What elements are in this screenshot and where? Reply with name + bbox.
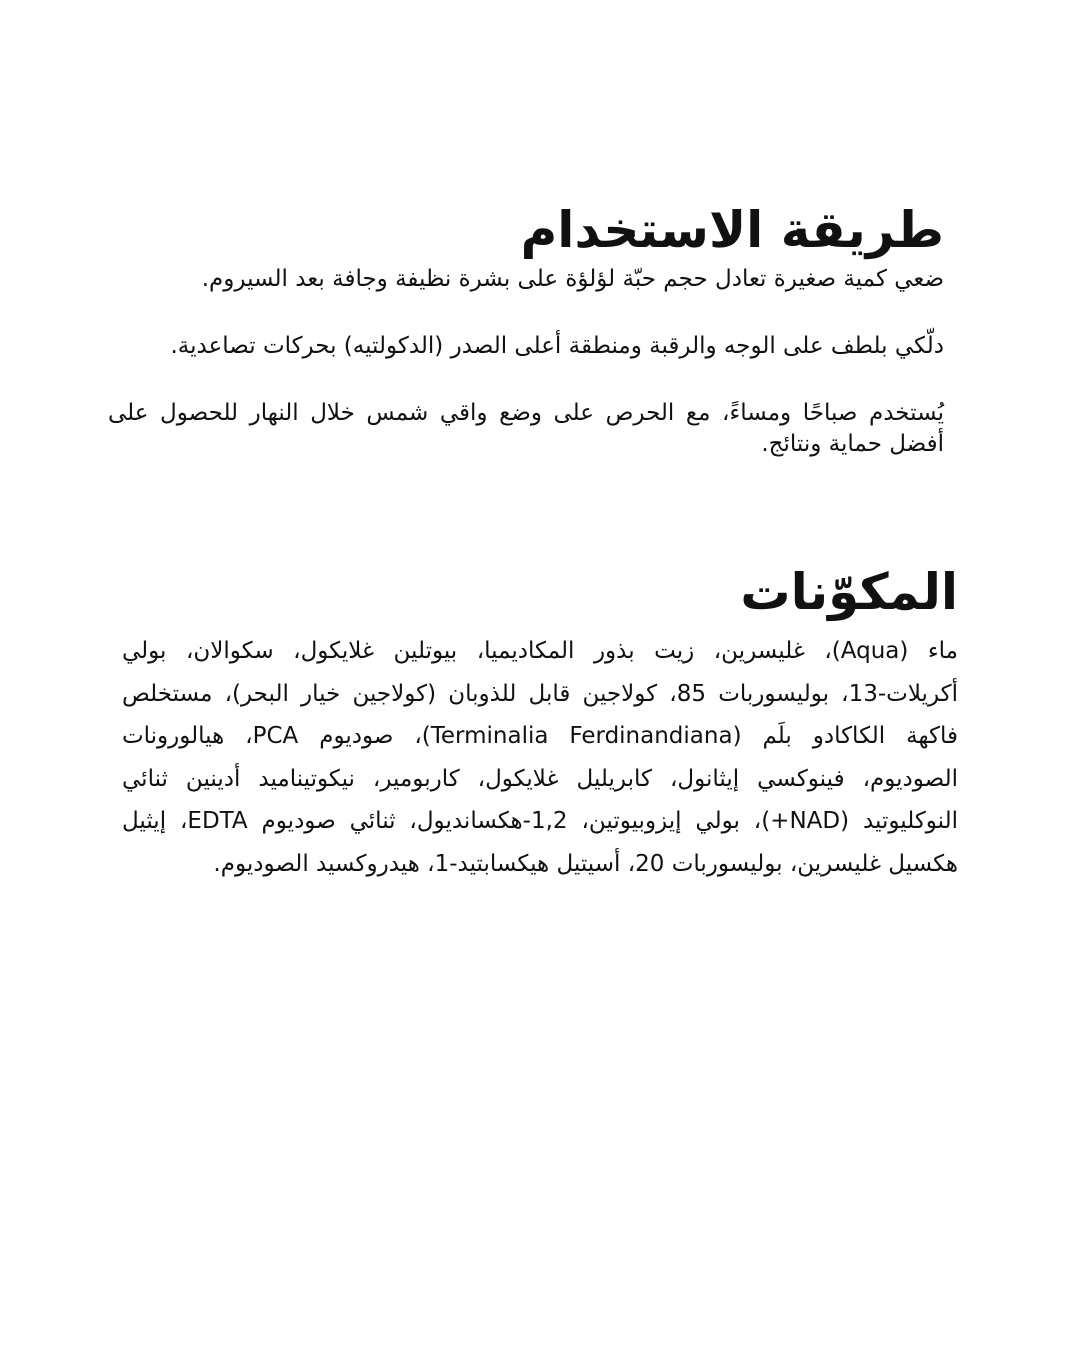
usage-step-2: دلّكي بلطف على الوجه والرقبة ومنطقة أعلى الصدر (الدكولتيه) بحركات تصاعدية. bbox=[170, 333, 944, 359]
usage-step-1: ضعي كمية صغيرة تعادل حجم حبّة لؤلؤة على بشرة نظيفة وجافة بعد السيروم. bbox=[201, 266, 944, 292]
usage-heading: طريقة الاستخدام bbox=[520, 201, 944, 259]
ingredients-section bbox=[122, 560, 958, 885]
usage-section bbox=[108, 198, 944, 460]
ingredients-list: ماء (Aqua)، غليسرين، زيت بذور المكاديميا، بيوتلين غلايكول، سكوالان، بولي أكريلات-13، بوليسوربات 85، كولاجين قابل للذوبان (كولاجين خيار البحر)، مستخلص فاكهة الكاكادو بلَم (Terminalia Ferdinandiana)، صوديوم PCA، هيالورونات الصوديوم، فينوكسي إيثانول، كابريليل غلايكول، كاربومير، نيكوتيناميد أدينين ثنائي النوكليوتيد (NAD+)، بولي إيزوبيوتين، 1,2-هكسانديول، ثنائي صوديوم EDTA، إيثيل هكسيل غليسرين، بوليسوربات 20، أسيتيل هيكسابتيد-1، هيدروكسيد الصوديوم. bbox=[122, 638, 958, 877]
usage-step-3: يُستخدم صباحًا ومساءً، مع الحرص على وضع واقي شمس خلال النهار للحصول على أفضل حماية ونتائج. bbox=[108, 400, 944, 457]
ingredients-heading: المكوّنات bbox=[740, 563, 958, 621]
